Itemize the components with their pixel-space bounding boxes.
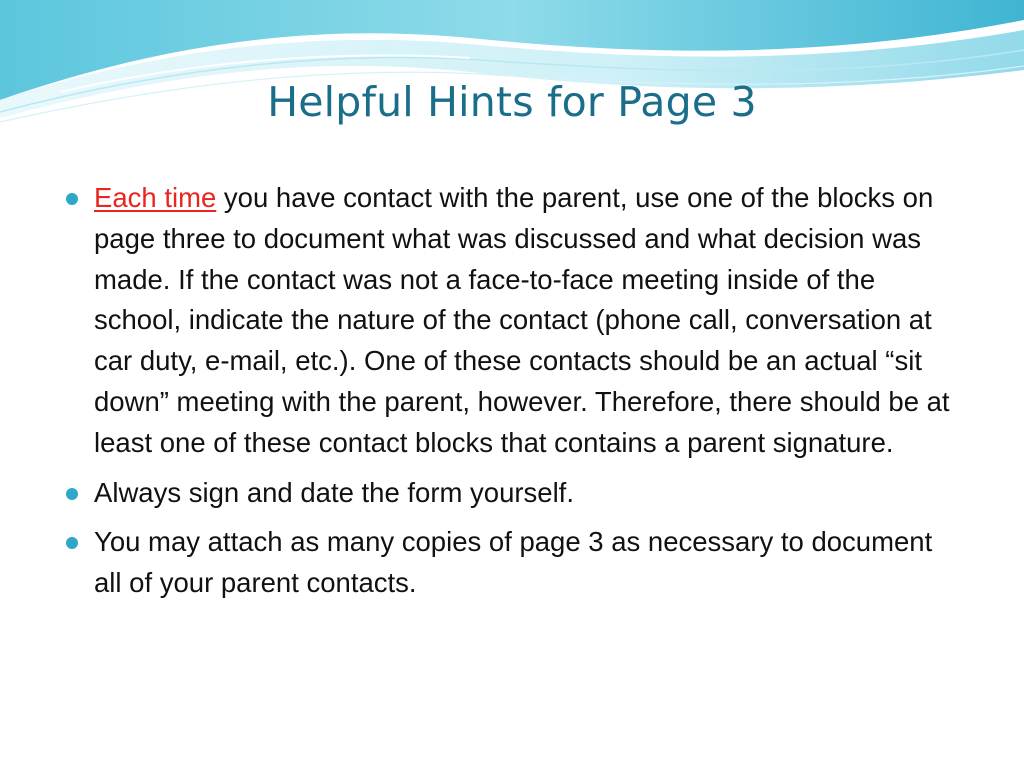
bullet-dot-icon [66,537,78,549]
bullet-dot-icon [66,193,78,205]
list-item [62,473,962,514]
list-item [62,178,962,464]
bullet-text: Always sign and date the form yourself. [94,476,574,508]
bullet-text: you have contact with the parent, use one of the blocks on page three to document what was discussed and what decision was made. If the contact was not a face-to-face meeting inside of the school, indicate the nature of the contact (phone call, conversation at car duty, e-mail, etc.). One of these contacts should be an actual “sit down” meeting with the parent, however. Therefore, there should be at least one of these contact blocks that contains a parent signature. [94,182,950,458]
list-item [62,522,962,604]
bullet-dot-icon [66,488,78,500]
bullet-list [62,178,962,613]
bullet-text: You may attach as many copies of page 3 as necessary to document all of your parent contacts. [94,526,933,599]
slide-title: Helpful Hints for Page 3 [267,78,757,126]
emphasis-text: Each time [94,182,217,213]
